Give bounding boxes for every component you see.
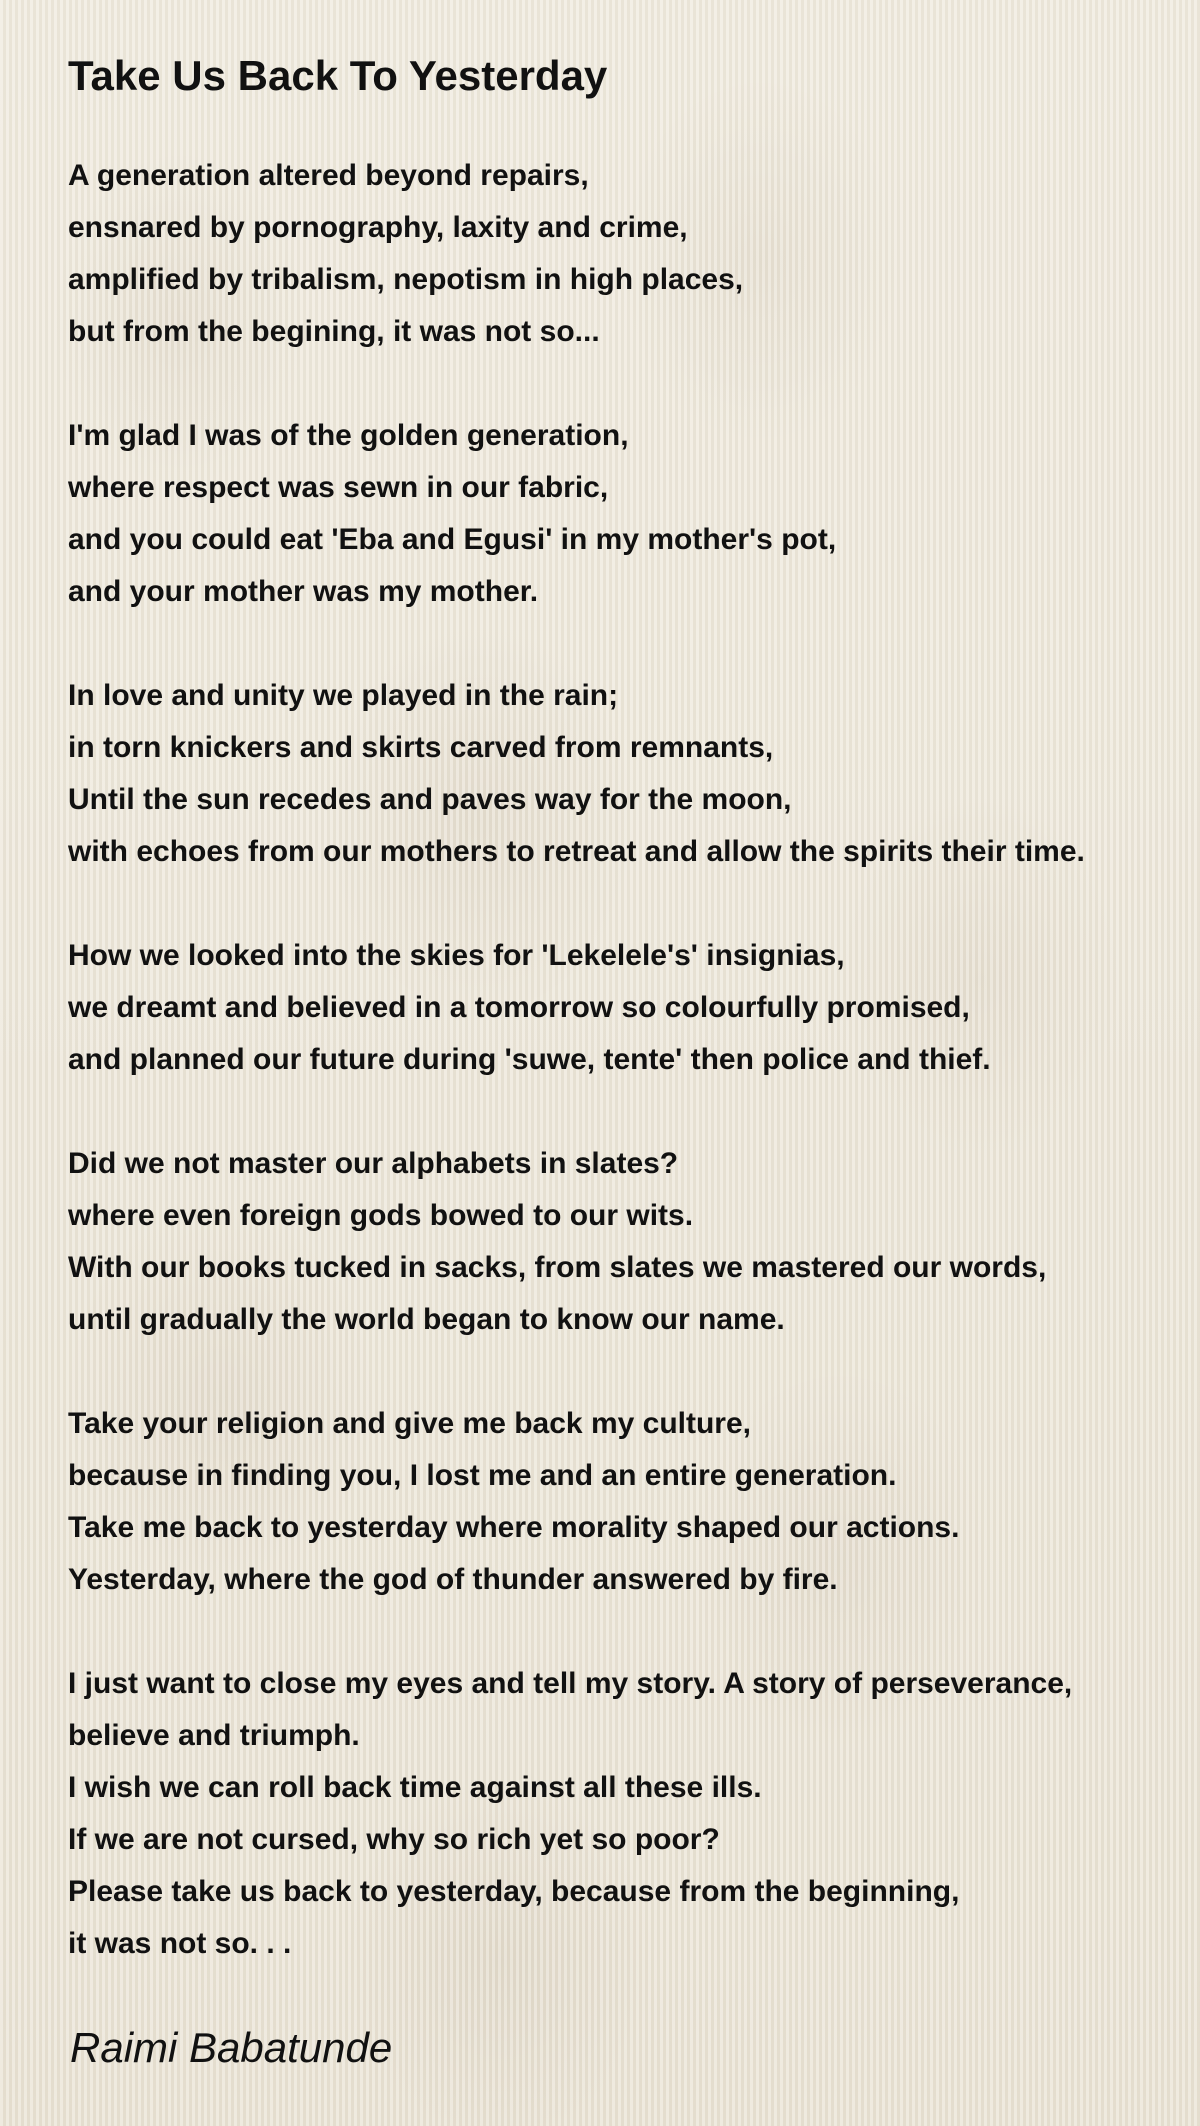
poem-title: Take Us Back To Yesterday <box>68 52 608 99</box>
poem-line: we dreamt and believed in a tomorrow so colourfully promised, <box>68 991 970 1024</box>
poem-line: until gradually the world began to know our name. <box>68 1303 785 1336</box>
poem-line: where respect was sewn in our fabric, <box>68 471 609 504</box>
poem-stanza <box>68 930 1178 1086</box>
poem-line: I wish we can roll back time against all these ills. <box>68 1771 762 1804</box>
poem-line: believe and triumph. <box>68 1719 360 1752</box>
poem-line: In love and unity we played in the rain; <box>68 679 619 712</box>
poem-stanza <box>68 1658 1178 1970</box>
poem-line: with echoes from our mothers to retreat and allow the spirits their time. <box>68 835 1085 868</box>
poem-line: Take your religion and give me back my culture, <box>68 1407 751 1440</box>
poem-line: Yesterday, where the god of thunder answered by fire. <box>68 1563 838 1596</box>
poem-line: amplified by tribalism, nepotism in high places, <box>68 263 744 296</box>
poem-stanza <box>68 150 1178 358</box>
poem-line: Did we not master our alphabets in slates? <box>68 1147 679 1180</box>
poem-line: How we looked into the skies for 'Lekelele's' insignias, <box>68 939 845 972</box>
poem-line: and you could eat 'Eba and Egusi' in my mother's pot, <box>68 523 837 556</box>
poem-line: but from the begining, it was not so... <box>68 315 600 348</box>
poem-line: With our books tucked in sacks, from slates we mastered our words, <box>68 1251 1047 1284</box>
poem-body <box>68 150 1178 2022</box>
poem-stanza <box>68 670 1178 878</box>
poem-line: I'm glad I was of the golden generation, <box>68 419 629 452</box>
poem-stanza <box>68 1398 1178 1606</box>
poem-line: where even foreign gods bowed to our wits. <box>68 1199 694 1232</box>
poem-line: and planned our future during 'suwe, tente' then police and thief. <box>68 1043 991 1076</box>
poem-author: Raimi Babatunde <box>70 2024 393 2071</box>
poem-line: it was not so. . . <box>68 1927 292 1960</box>
poem-line: A generation altered beyond repairs, <box>68 159 589 192</box>
poem-line: Take me back to yesterday where morality shaped our actions. <box>68 1511 960 1544</box>
poem-line: because in finding you, I lost me and an entire generation. <box>68 1459 897 1492</box>
poem-line: ensnared by pornography, laxity and crime, <box>68 211 688 244</box>
poem-line: If we are not cursed, why so rich yet so poor? <box>68 1823 720 1856</box>
poem-line: I just want to close my eyes and tell my story. A story of perseverance, <box>68 1667 1073 1700</box>
poem-line: Please take us back to yesterday, because from the beginning, <box>68 1875 960 1908</box>
poem-line: Until the sun recedes and paves way for the moon, <box>68 783 792 816</box>
poem-line: in torn knickers and skirts carved from remnants, <box>68 731 774 764</box>
poem-stanza <box>68 410 1178 618</box>
poem-line: and your mother was my mother. <box>68 575 539 608</box>
poem-stanza <box>68 1138 1178 1346</box>
